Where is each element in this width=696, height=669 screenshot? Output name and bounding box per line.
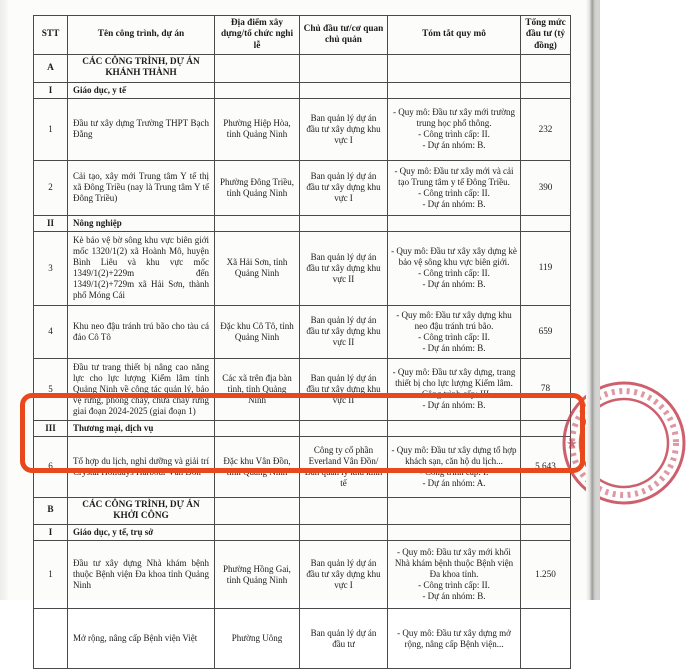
summary-line: - Công trình cấp: II.: [418, 268, 490, 279]
page-edge-right: [586, 0, 600, 600]
summary-line: - Dự án nhóm: B.: [422, 140, 486, 151]
investment-cell: 5.643: [521, 436, 571, 497]
investment-cell: 1.250: [521, 541, 571, 609]
summary-line: - Công trình cấp: II.: [418, 129, 490, 140]
summary-cell: [388, 231, 521, 305]
table-row: [34, 231, 571, 305]
summary-cell: [388, 436, 521, 497]
stt-cell: 4: [34, 305, 68, 358]
summary-cell: [388, 215, 521, 231]
location-cell: [215, 215, 300, 231]
stt-cell: I: [34, 82, 68, 98]
investment-cell: [521, 54, 571, 82]
summary-line: - Công trình cấp: II.: [418, 580, 490, 591]
investment-cell: [521, 215, 571, 231]
stt-cell: 3: [34, 231, 68, 305]
stt-cell: A: [34, 54, 68, 82]
summary-cell: [388, 497, 521, 525]
stt-cell: II: [34, 215, 68, 231]
name-cell: Thương mại, dịch vụ: [68, 420, 215, 436]
investor-cell: Ban quản lý dự án đầu tư xây dựng khu vực II: [300, 231, 388, 305]
summary-line: - Quy mô: Đầu tư xây mới trường trung học phổ thông.: [392, 107, 515, 129]
location-cell: Đặc khu Cô Tô, tỉnh Quảng Ninh: [215, 305, 300, 358]
table-row: [34, 420, 571, 436]
name-cell: Đầu tư xây dựng Trường THPT Bạch Đằng: [68, 98, 215, 160]
header-investment: Tổng mức đầu tư (tỷ đồng): [521, 16, 571, 55]
investment-cell: [521, 420, 571, 436]
table-row: [34, 54, 571, 82]
summary-cell: [388, 525, 521, 541]
stt-cell: 1: [34, 541, 68, 609]
investment-cell: 232: [521, 98, 571, 160]
header-location: Địa điểm xây dựng/tổ chức nghi lễ: [215, 16, 300, 55]
summary-line: - Quy mô: Đầu tư xây dựng mở rộng, nâng cấp Bệnh viện...: [397, 627, 511, 649]
summary-cell: [388, 82, 521, 98]
investment-cell: [521, 525, 571, 541]
investment-cell: 390: [521, 160, 571, 215]
location-cell: [215, 497, 300, 525]
investor-cell: [300, 497, 388, 525]
name-cell: Cải tạo, xây mới Trung tâm Y tế thị xã Đông Triều (nay là Trung tâm Y tế Đông Triều): [68, 160, 215, 215]
summary-line: - Dự án nhóm: B.: [422, 198, 486, 209]
stt-cell: 6: [34, 436, 68, 497]
location-cell: [215, 82, 300, 98]
summary-line: - Quy mô: Đầu tư xây mới khối Nhà khám bệnh thuộc Bệnh viện Đa khoa tỉnh.: [394, 547, 514, 580]
location-cell: Phường Hồng Gai, tỉnh Quảng Ninh: [215, 541, 300, 609]
table-row: [34, 525, 571, 541]
name-cell: Giáo dục, y tế: [68, 82, 215, 98]
location-cell: [215, 420, 300, 436]
name-cell: Mở rộng, nâng cấp Bệnh viện Việt: [68, 609, 215, 669]
summary-line: - Dự án nhóm: B.: [422, 279, 486, 290]
summary-line: - Dự án nhóm: B.: [422, 591, 486, 602]
summary-line: - Dự án nhóm: B.: [422, 400, 486, 411]
table-row: [34, 497, 571, 525]
summary-cell: [388, 541, 521, 609]
table-row: [34, 98, 571, 160]
location-cell: Phường Hiệp Hòa, tỉnh Quảng Ninh: [215, 98, 300, 160]
table-header-row: [34, 16, 571, 55]
location-cell: Xã Hải Sơn, tỉnh Quảng Ninh: [215, 231, 300, 305]
name-cell: Giáo dục, y tế, trụ sở: [68, 525, 215, 541]
stt-cell: 5: [34, 358, 68, 420]
table-body: [34, 54, 571, 668]
header-summary: Tóm tắt quy mô: [388, 16, 521, 55]
name-cell: Khu neo đậu tránh trú bão cho tàu cá đảo Cô Tô: [68, 305, 215, 358]
stt-cell: I: [34, 525, 68, 541]
investor-cell: [300, 82, 388, 98]
location-cell: Các xã trên địa bàn tỉnh, tỉnh Quảng Ninh: [215, 358, 300, 420]
investor-cell: [300, 54, 388, 82]
name-cell: Đầu tư xây dựng Nhà khám bệnh thuộc Bệnh viện Đa khoa tỉnh Quảng Ninh: [68, 541, 215, 609]
header-stt: STT: [34, 16, 68, 55]
investor-cell: [300, 420, 388, 436]
stt-cell: B: [34, 497, 68, 525]
stt-cell: 1: [34, 98, 68, 160]
investment-cell: [521, 82, 571, 98]
name-cell: Nông nghiệp: [68, 215, 215, 231]
table-row: [34, 215, 571, 231]
location-cell: Phường Đông Triều, tỉnh Quảng Ninh: [215, 160, 300, 215]
investor-cell: Ban quản lý dự án đầu tư xây dựng khu vực I: [300, 541, 388, 609]
summary-cell: [388, 98, 521, 160]
summary-line: - Dự án nhóm: B.: [422, 342, 486, 353]
summary-cell: [388, 609, 521, 669]
summary-line: - Quy mô: Đầu tư xây xây dựng kè bảo vệ sông khu vực biên giới.: [391, 246, 517, 268]
table-row: [34, 305, 571, 358]
summary-line: - Công trình cấp: III.: [416, 389, 492, 400]
summary-line: - Quy mô: Đầu tư xây dựng, trang thiết bị cho lực lượng Kiểm lâm.: [392, 367, 516, 389]
summary-line: - Quy mô: Đầu tư xây dựng khu neo đậu tránh trú bão.: [396, 309, 512, 331]
summary-line: - Quy mô: Đầu tư xây dựng tổ hợp khách sạn, căn hộ du lịch...: [391, 444, 517, 466]
investor-cell: Ban quản lý dự án đầu tư xây dựng khu vực I: [300, 98, 388, 160]
header-investor: Chủ đầu tư/cơ quan chủ quản: [300, 16, 388, 55]
summary-line: - Quy mô: Đầu tư xây mới và cải tạo Trung tâm y tế Đông Triều.: [394, 165, 514, 187]
summary-cell: [388, 160, 521, 215]
location-cell: Đặc khu Vân Đồn, tỉnh Quảng Ninh: [215, 436, 300, 497]
investment-cell: [521, 609, 571, 669]
investor-cell: Ban quản lý dự án đầu tư xây dựng khu vực I: [300, 160, 388, 215]
investment-cell: 78: [521, 358, 571, 420]
investor-cell: [300, 215, 388, 231]
investor-cell: Ban quản lý dự án đầu tư: [300, 609, 388, 669]
table-row: [34, 609, 571, 669]
summary-line: - Công trình cấp: II.: [418, 187, 490, 198]
location-cell: [215, 525, 300, 541]
investor-cell: Ban quản lý dự án đầu tư xây dựng khu vực II: [300, 358, 388, 420]
name-cell: Kè bảo vệ bờ sông khu vực biên giới mốc 1320/1(2) xã Hoành Mô, huyện Bình Liêu và khu vực mốc 1349/1(2)+229m đến 1349/1(2)+729m xã Hải Sơn, thành phố Móng Cái: [68, 231, 215, 305]
summary-cell: [388, 358, 521, 420]
table-row: [34, 436, 571, 497]
location-cell: [215, 54, 300, 82]
table-row: [34, 358, 571, 420]
investment-cell: 659: [521, 305, 571, 358]
name-cell: Tổ hợp du lịch, nghỉ dưỡng và giải trí Crystal Holidays Harbour Vân Đồn: [68, 436, 215, 497]
stt-cell: [34, 609, 68, 669]
summary-cell: [388, 420, 521, 436]
investment-cell: 119: [521, 231, 571, 305]
name-cell: CÁC CÔNG TRÌNH, DỰ ÁN KHỞI CÔNG: [68, 497, 215, 525]
header-project-name: Tên công trình, dự án: [68, 16, 215, 55]
investment-cell: [521, 497, 571, 525]
name-cell: Đầu tư trang thiết bị nâng cao năng lực cho lực lượng Kiểm lâm tỉnh Quảng Ninh về công tác quản lý, bảo vệ rừng, phòng cháy, chữa cháy rừng giai đoạn 2024-2025 (giai đoạn 1): [68, 358, 215, 420]
stt-cell: III: [34, 420, 68, 436]
summary-cell: [388, 54, 521, 82]
table-row: [34, 160, 571, 215]
table-row: [34, 541, 571, 609]
summary-cell: [388, 305, 521, 358]
projects-table: [33, 15, 571, 669]
summary-line: - Công trình cấp: II.: [418, 331, 490, 342]
location-cell: Phường Uông: [215, 609, 300, 669]
official-seal-icon: [552, 371, 696, 515]
investor-cell: Ban quản lý dự án đầu tư xây dựng khu vực II: [300, 305, 388, 358]
seal-star: ★: [566, 436, 578, 451]
investor-cell: Công ty cổ phần Everland Vân Đồn/ Ban quản lý khu kinh tế: [300, 436, 388, 497]
stt-cell: 2: [34, 160, 68, 215]
summary-line: - Công trình cấp: I.: [419, 466, 489, 477]
name-cell: CÁC CÔNG TRÌNH, DỰ ÁN KHÁNH THÀNH: [68, 54, 215, 82]
investor-cell: [300, 525, 388, 541]
summary-line: - Dự án nhóm: A.: [422, 477, 486, 488]
page-edge-left: [0, 0, 9, 600]
table-row: [34, 82, 571, 98]
